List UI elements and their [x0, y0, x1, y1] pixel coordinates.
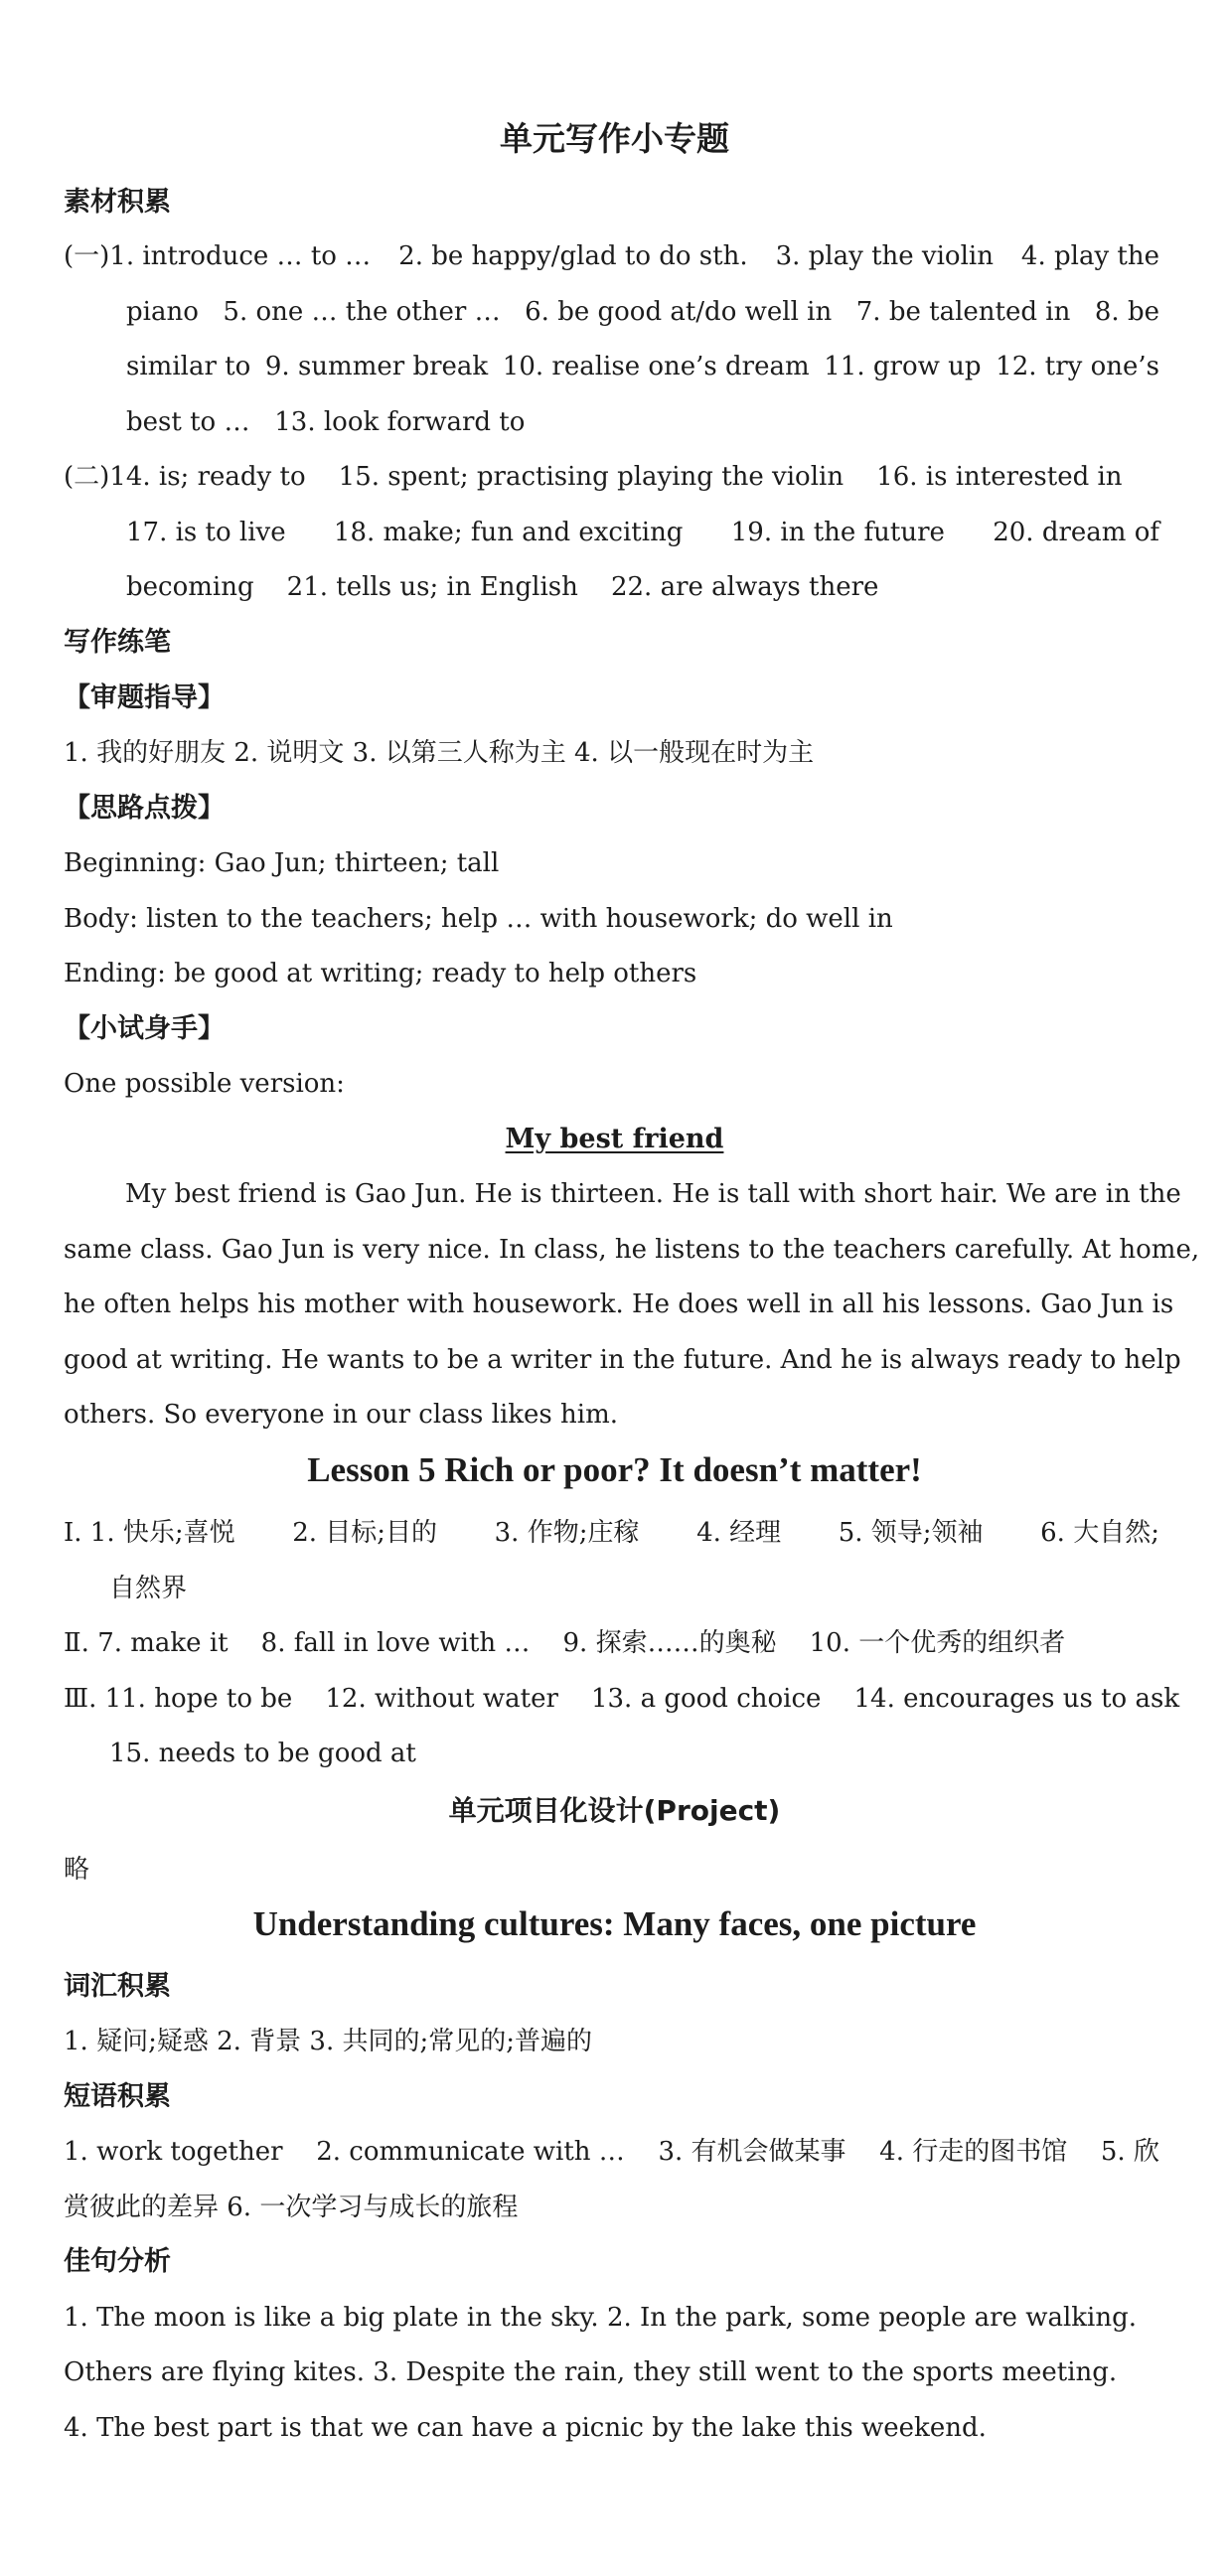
answer-item: 2. be happy/glad to do sth. [398, 241, 748, 271]
answer-item: 11. grow up [824, 352, 982, 381]
answer-item: becoming [126, 572, 254, 602]
answer-item: 13. look forward to [274, 407, 526, 437]
answer-item: 14. encourages us to ask [853, 1684, 1180, 1714]
answer-item: 20. dream of [993, 518, 1159, 547]
answer-item: 6. be good at/do well in [525, 297, 833, 327]
sentence-line: 4. The best part is that we can have a picnic by the lake this weekend. [64, 2413, 987, 2443]
answer-item: best to … [126, 407, 250, 437]
ideas-line: Beginning: Gao Jun; thirteen; tall [64, 848, 500, 878]
materials-heading: 素材积累 [64, 187, 171, 218]
materials-line [126, 516, 1159, 549]
essay-line: he often helps his mother with housework. He does well in all his lessons. Gao Jun is [64, 1289, 1174, 1319]
materials-line [64, 239, 1159, 273]
materials-line [126, 295, 1159, 329]
guide-heading: 【审题指导】 [64, 682, 225, 713]
lesson5-title: Lesson 5 Rich or poor? It doesn’t matter! [307, 1450, 922, 1489]
answer-item: 5. 欣 [1100, 2137, 1159, 2167]
essay-line: good at writing. He wants to be a writer in the future. And he is always ready to help [64, 1345, 1181, 1375]
project-text: 略 [64, 1855, 90, 1885]
answer-item: 17. is to live [126, 518, 286, 547]
answer-item: 2. 目标;目的 [292, 1518, 438, 1548]
phrase-heading: 短语积累 [64, 2081, 171, 2112]
lesson5-line [64, 1626, 1159, 1660]
answer-item: 6. 大自然; [1040, 1518, 1159, 1548]
ideas-line: Ending: be good at writing; ready to help others [64, 959, 697, 988]
answer-item: Ⅰ. 1. 快乐;喜悦 [64, 1518, 235, 1548]
materials-line [64, 460, 1159, 494]
answer-item: 5. one … the other … [223, 297, 501, 327]
sentence-line: 1. The moon is like a big plate in the sky. 2. In the park, some people are walking. [64, 2303, 1137, 2333]
answer-item: Ⅲ. 11. hope to be [64, 1684, 293, 1714]
page-title: 单元写作小专题 [500, 119, 729, 158]
try-heading: 【小试身手】 [64, 1013, 225, 1044]
ideas-line: Body: listen to the teachers; help … with housework; do well in [64, 904, 893, 934]
answer-item: (一)1. introduce … to … [64, 241, 372, 271]
answer-item: 21. tells us; in English [286, 572, 578, 602]
lesson5-line [64, 1516, 1159, 1550]
answer-item: 3. play the violin [775, 241, 994, 271]
answer-item: (二)14. is; ready to [64, 462, 306, 492]
answer-item: 8. fall in love with … [260, 1628, 531, 1658]
version-label: One possible version: [64, 1069, 345, 1099]
culture-title: Understanding cultures: Many faces, one picture [252, 1904, 977, 1943]
answer-item: 18. make; fun and exciting [333, 518, 684, 547]
phrase-line [64, 2135, 1159, 2169]
phrase-line: 赏彼此的差异 6. 一次学习与成长的旅程 [64, 2193, 519, 2222]
ideas-heading: 【思路点拨】 [64, 793, 225, 824]
answer-item: similar to [126, 352, 251, 381]
answer-item: 9. summer break [264, 352, 489, 381]
answer-item: 8. be [1094, 297, 1159, 327]
answer-item: 5. 领导;领袖 [838, 1518, 984, 1548]
materials-line [126, 350, 1159, 383]
sentence-line: Others are flying kites. 3. Despite the rain, they still went to the sports meeting. [64, 2357, 1118, 2387]
materials-line [126, 405, 1159, 439]
guide-text: 1. 我的好朋友 2. 说明文 3. 以第三人称为主 4. 以一般现在时为主 [64, 738, 815, 768]
vocab-text: 1. 疑问;疑惑 2. 背景 3. 共同的;常见的;普遍的 [64, 2027, 593, 2056]
answer-item: 2. communicate with … [316, 2137, 625, 2167]
lesson5-line: 15. needs to be good at [109, 1739, 416, 1768]
answer-item: 16. is interested in [876, 462, 1123, 492]
answer-item: 7. be talented in [855, 297, 1071, 327]
answer-item: piano [126, 297, 199, 327]
essay-title: My best friend [505, 1124, 724, 1154]
lesson5-line [64, 1682, 1180, 1716]
project-title: 单元项目化设计(Project) [448, 1794, 781, 1827]
answer-item: 15. spent; practising playing the violin [338, 462, 845, 492]
essay-line: same class. Gao Jun is very nice. In class, he listens to the teachers carefully. At home, [64, 1235, 1200, 1265]
answer-item: 10. realise one’s dream [502, 352, 810, 381]
answer-item: 22. are always there [610, 572, 879, 602]
essay-line: others. So everyone in our class likes him. [64, 1400, 618, 1430]
sentence-heading: 佳句分析 [64, 2246, 171, 2277]
answer-item: Ⅱ. 7. make it [64, 1628, 229, 1658]
answer-item: 4. play the [1020, 241, 1159, 271]
lesson5-line: 自然界 [109, 1574, 188, 1603]
vocab-heading: 词汇积累 [64, 1971, 171, 2002]
answer-item: 3. 有机会做某事 [658, 2137, 846, 2167]
answer-item: 9. 探索……的奥秘 [562, 1628, 777, 1658]
answer-item: 13. a good choice [590, 1684, 822, 1714]
answer-item: 1. work together [64, 2137, 283, 2167]
answer-item: 4. 经理 [696, 1518, 782, 1548]
essay-line: My best friend is Gao Jun. He is thirteen. He is tall with short hair. We are in the [125, 1179, 1181, 1209]
writing-heading: 写作练笔 [64, 627, 171, 658]
answer-item: 3. 作物;庄稼 [494, 1518, 640, 1548]
answer-item: 4. 行走的图书馆 [879, 2137, 1068, 2167]
materials-line [126, 570, 1159, 604]
answer-item: 12. try one’s [996, 352, 1159, 381]
answer-item: 10. 一个优秀的组织者 [809, 1628, 1066, 1658]
answer-item: 19. in the future [730, 518, 945, 547]
answer-item: 12. without water [325, 1684, 558, 1714]
